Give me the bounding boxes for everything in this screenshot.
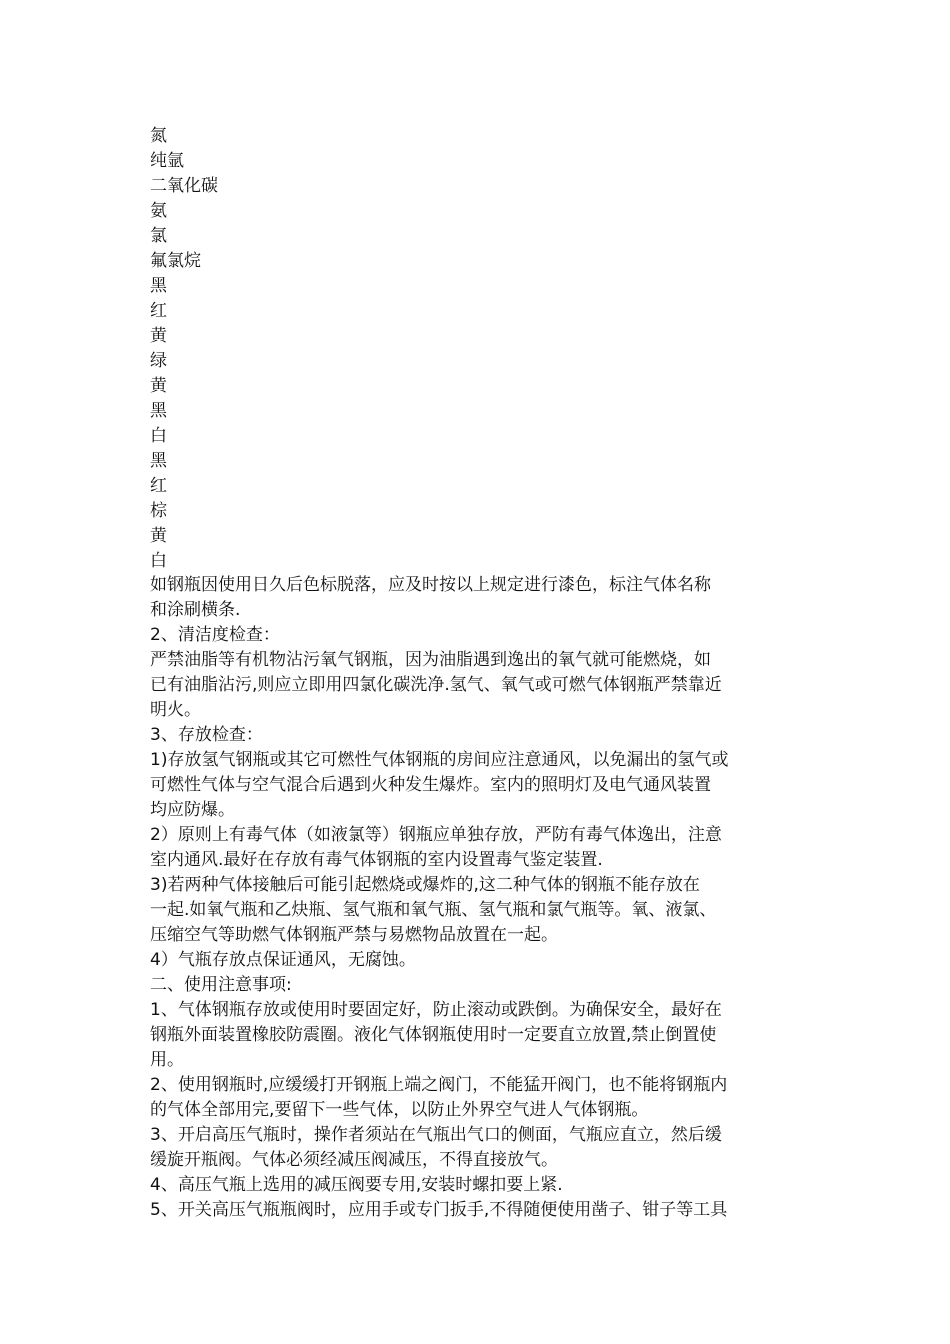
cylinder-color: 白 <box>150 551 167 571</box>
text-line: 4、高压气瓶上选用的减压阀要专用,安装时螺扣要上紧. <box>150 1175 563 1195</box>
text-line: 2、清洁度检查： <box>150 625 280 645</box>
text-line: 缓旋开瓶阀。气体必须经减压阀减压，不得直接放气。 <box>150 1150 558 1170</box>
gas-name: 氮 <box>150 126 167 146</box>
text-line: 2、使用钢瓶时,应缓缓打开钢瓶上端之阀门，不能猛开阀门，也不能将钢瓶内 <box>150 1075 728 1095</box>
paragraph-usage-3 <box>150 1123 810 1173</box>
paragraph-cleanliness <box>150 648 810 723</box>
text-line: 2）原则上有毒气体（如液氯等）钢瓶应单独存放，严防有毒气体逸出，注意 <box>150 825 722 845</box>
text-line: 用。 <box>150 1050 184 1070</box>
cylinder-color: 黄 <box>150 326 167 346</box>
paragraph-color-mark-note <box>150 573 810 623</box>
heading-usage-notes <box>150 973 810 998</box>
text-line: 3、开启高压气瓶时，操作者须站在气瓶出气口的侧面，气瓶应直立，然后缓 <box>150 1125 722 1145</box>
cylinder-color: 棕 <box>150 501 167 521</box>
paragraph-usage-2 <box>150 1073 810 1123</box>
cylinder-color: 白 <box>150 426 167 446</box>
text-line: 明火。 <box>150 700 201 720</box>
paragraph-usage-1 <box>150 998 810 1073</box>
text-line: 3)若两种气体接触后可能引起燃烧或爆炸的,这二种气体的钢瓶不能存放在 <box>150 875 700 895</box>
text-line: 室内通风.最好在存放有毒气体钢瓶的室内设置毒气鉴定装置. <box>150 850 603 870</box>
text-line: 可燃性气体与空气混合后遇到火种发生爆炸。室内的照明灯及电气通风装置 <box>150 775 711 795</box>
text-line: 的气体全部用完,要留下一些气体，以防止外界空气进人气体钢瓶。 <box>150 1100 649 1120</box>
cylinder-color: 红 <box>150 476 167 496</box>
text-line: 3、存放检查： <box>150 725 263 745</box>
paragraph-storage-2 <box>150 823 810 873</box>
paragraph-storage-1 <box>150 748 810 823</box>
cylinder-color: 黑 <box>150 401 167 421</box>
heading-storage-check <box>150 723 810 748</box>
text-line: 1)存放氢气钢瓶或其它可燃性气体钢瓶的房间应注意通风，以免漏出的氢气或 <box>150 750 729 770</box>
cylinder-color: 黑 <box>150 276 167 296</box>
paragraph-usage-5 <box>150 1198 810 1223</box>
heading-cleanliness-check <box>150 623 810 648</box>
cylinder-color: 黑 <box>150 451 167 471</box>
cylinder-color: 黄 <box>150 376 167 396</box>
cylinder-color: 黄 <box>150 526 167 546</box>
gas-name: 氯 <box>150 226 167 246</box>
paragraph-usage-4 <box>150 1173 810 1198</box>
text-line: 1、气体钢瓶存放或使用时要固定好，防止滚动或跌倒。为确保安全，最好在 <box>150 1000 722 1020</box>
text-line: 5、开关高压气瓶瓶阀时，应用手或专门扳手,不得随便使用凿子、钳子等工具 <box>150 1200 728 1220</box>
text-line: 如钢瓶因使用日久后色标脱落，应及时按以上规定进行漆色，标注气体名称 <box>150 575 711 595</box>
text-line: 已有油脂沾污,则应立即用四氯化碳洗净.氢气、氧气或可燃气体钢瓶严禁靠近 <box>150 675 722 695</box>
gas-name: 二氧化碳 <box>150 176 218 196</box>
text-line: 严禁油脂等有机物沾污氧气钢瓶，因为油脂遇到逸出的氧气就可能燃烧，如 <box>150 650 711 670</box>
cylinder-color: 红 <box>150 301 167 321</box>
text-line: 钢瓶外面装置橡胶防震圈。液化气体钢瓶使用时一定要直立放置,禁止倒置使 <box>150 1025 717 1045</box>
text-line: 压缩空气等助燃气体钢瓶严禁与易燃物品放置在一起。 <box>150 925 558 945</box>
paragraph-storage-4 <box>150 948 810 973</box>
paragraph-storage-3 <box>150 873 810 948</box>
gas-name: 纯氩 <box>150 151 184 171</box>
text-line: 二、使用注意事项: <box>150 975 292 995</box>
text-line: 一起.如氧气瓶和乙炔瓶、氢气瓶和氧气瓶、氢气瓶和氯气瓶等。氧、液氯、 <box>150 900 717 920</box>
gas-name: 氟氯烷 <box>150 251 201 271</box>
text-line: 4）气瓶存放点保证通风，无腐蚀。 <box>150 950 416 970</box>
cylinder-color: 绿 <box>150 351 167 371</box>
text-line: 和涂刷横条. <box>150 600 241 620</box>
gas-name: 氨 <box>150 201 167 221</box>
text-line: 均应防爆。 <box>150 800 235 820</box>
